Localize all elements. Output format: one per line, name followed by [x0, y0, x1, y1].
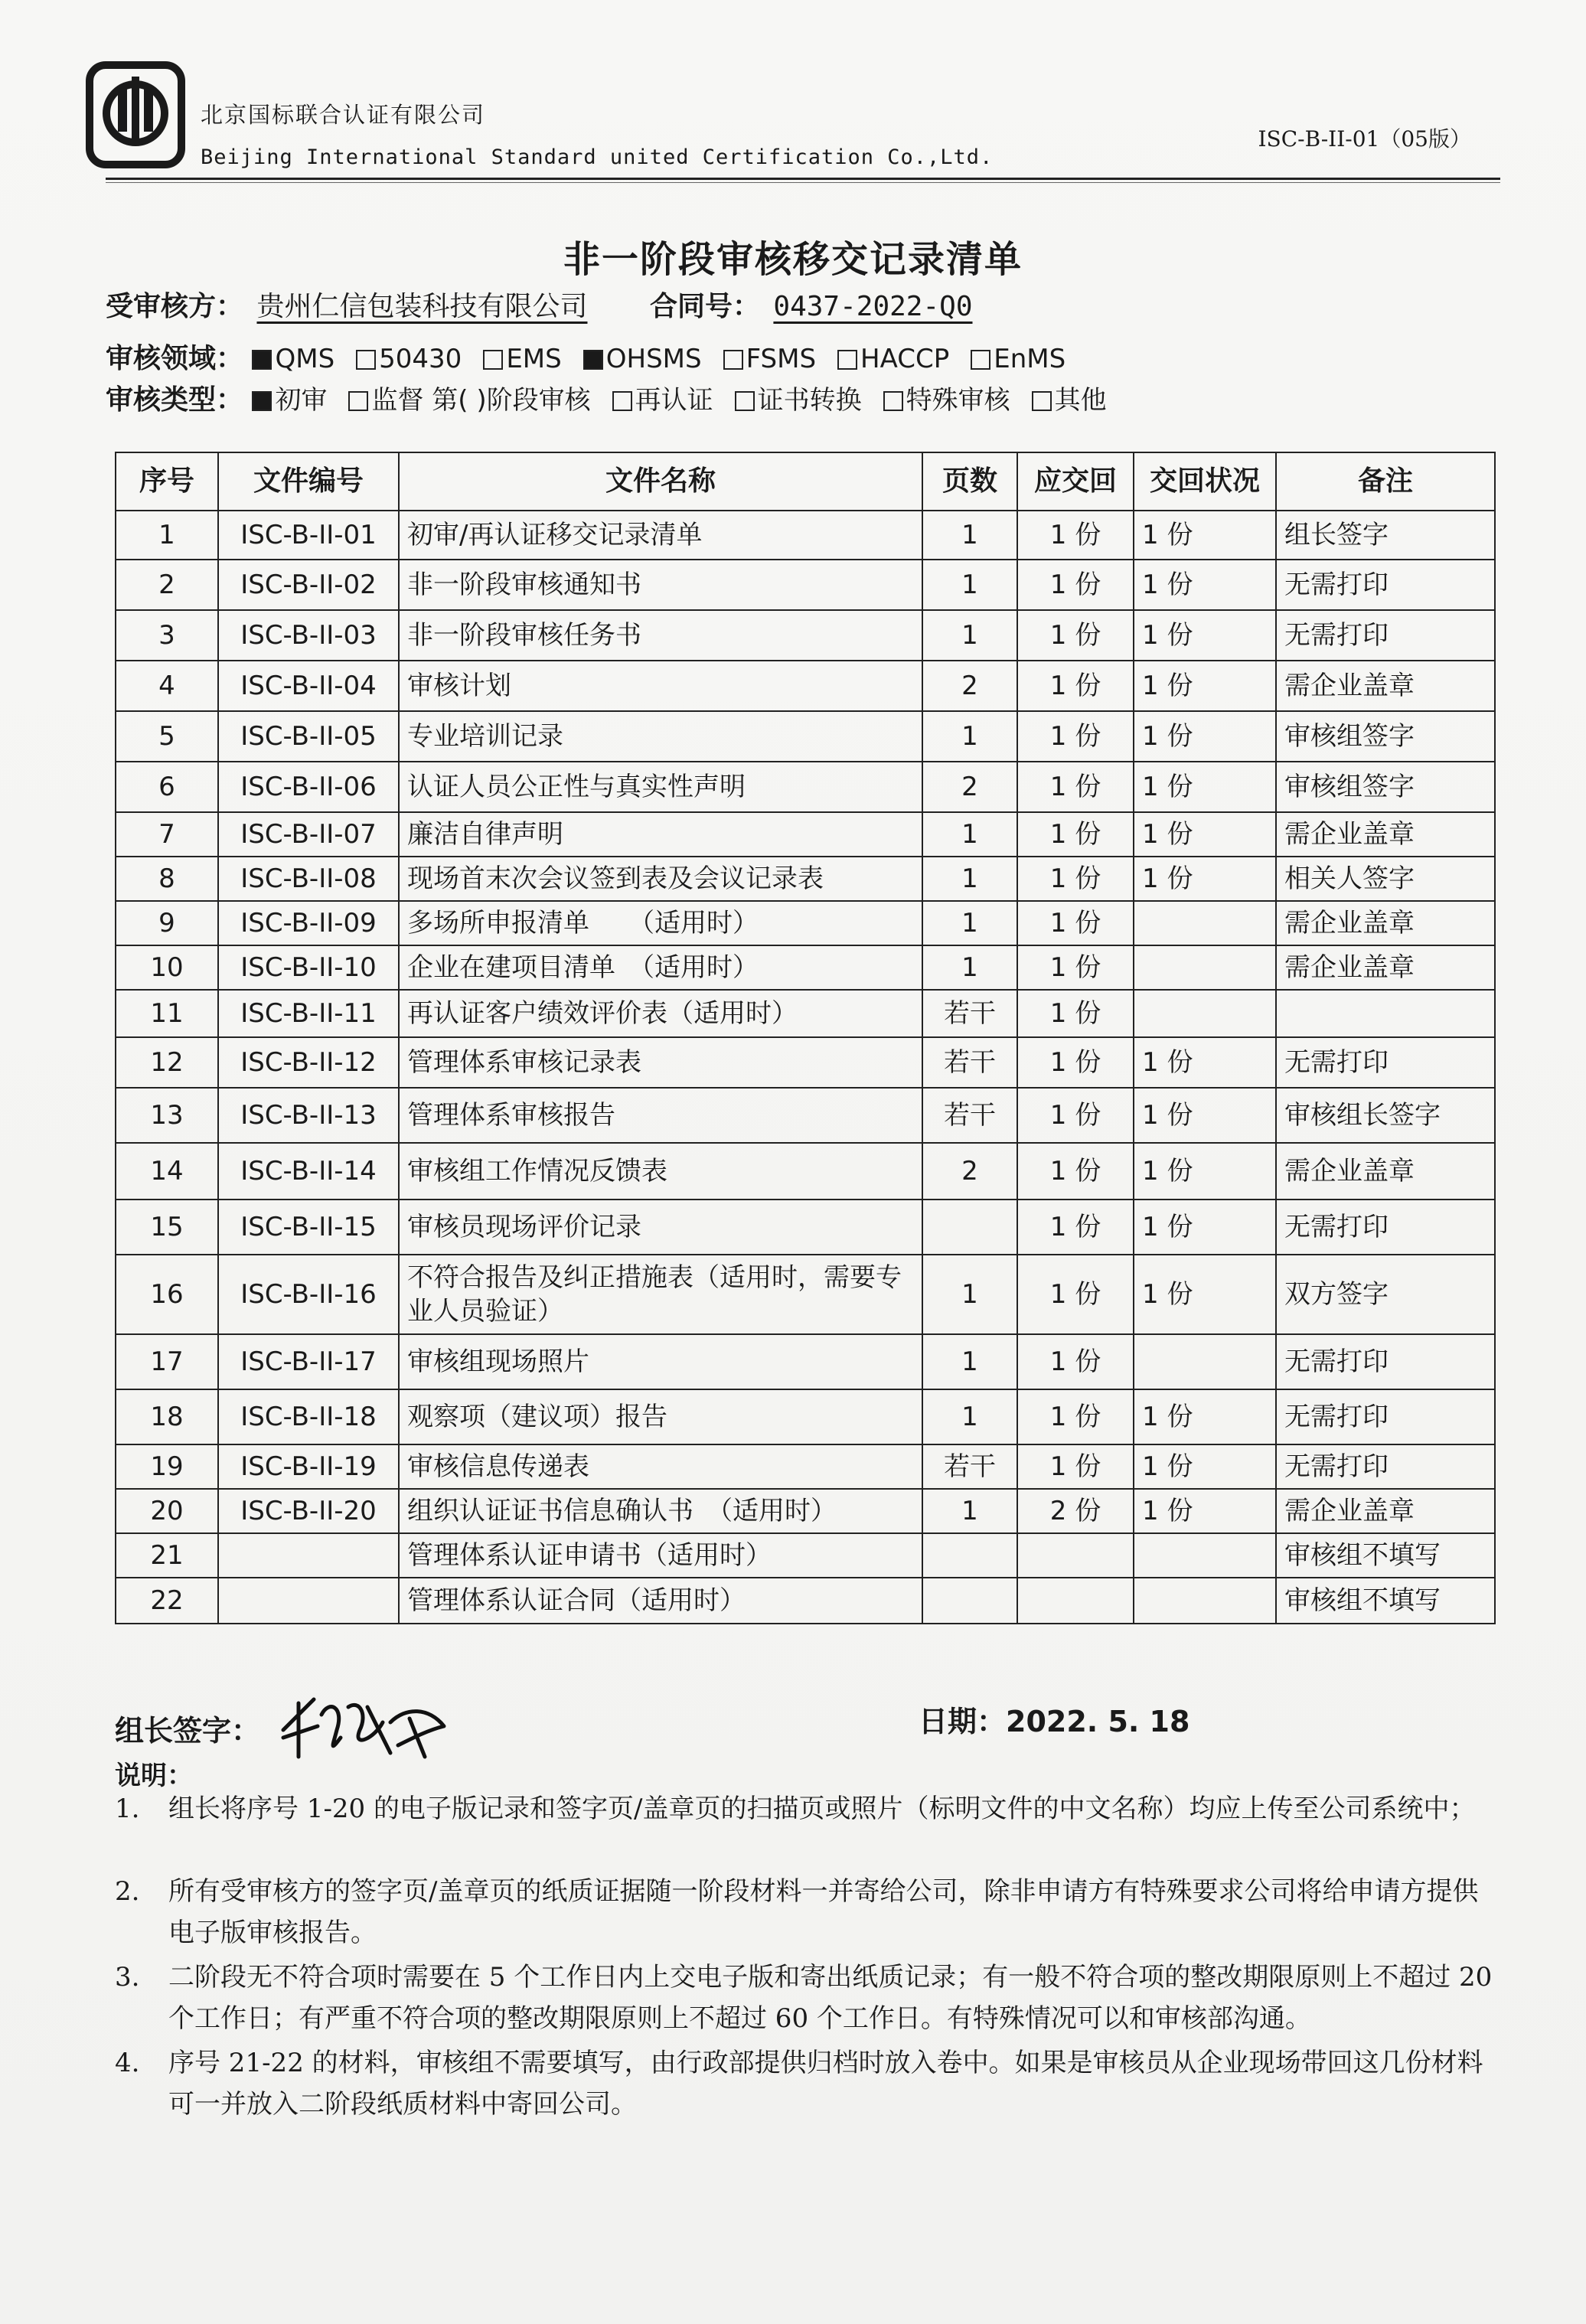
return-status-cell	[1134, 990, 1276, 1037]
file-name-cell: 多场所申报清单 （适用时）	[399, 901, 922, 945]
remarks-cell: 无需打印	[1276, 1200, 1495, 1255]
return-status-cell: 1 份	[1134, 1200, 1276, 1255]
row-number-cell: 13	[116, 1088, 218, 1143]
page-count-cell	[922, 1200, 1017, 1255]
contract-value: 0437-2022-Q0	[773, 291, 973, 322]
row-number-cell: 14	[116, 1143, 218, 1200]
audit-field-checkbox[interactable]	[837, 350, 857, 370]
file-name-cell: 审核计划	[399, 661, 922, 711]
note-number: 3.	[115, 1962, 140, 1993]
audit-field-checkbox[interactable]	[356, 350, 376, 370]
table-row	[116, 1444, 1495, 1489]
audit-field-checkbox[interactable]	[483, 350, 503, 370]
file-code-cell: ISC-B-II-16	[218, 1255, 399, 1334]
note-number: 4.	[115, 2048, 140, 2078]
page-count-cell	[922, 1578, 1017, 1624]
note-number: 2.	[115, 1876, 140, 1907]
return-status-cell: 1 份	[1134, 1389, 1276, 1444]
return-status-cell: 1 份	[1134, 610, 1276, 661]
page-count-cell: 1	[922, 945, 1017, 990]
table-row	[116, 661, 1495, 711]
file-name-cell: 企业在建项目清单 （适用时）	[399, 945, 922, 990]
file-code-cell: ISC-B-II-14	[218, 1143, 399, 1200]
file-code-cell: ISC-B-II-09	[218, 901, 399, 945]
return-status-cell: 1 份	[1134, 1444, 1276, 1489]
table-row	[116, 901, 1495, 945]
file-code-cell: ISC-B-II-20	[218, 1489, 399, 1533]
page-count-cell: 1	[922, 1334, 1017, 1389]
row-number-cell: 19	[116, 1444, 218, 1489]
remarks-cell: 审核组签字	[1276, 711, 1495, 762]
file-name-cell: 再认证客户绩效评价表（适用时）	[399, 990, 922, 1037]
note-item	[115, 2042, 1500, 2125]
table-row	[116, 610, 1495, 661]
date-value: 2022. 5. 18	[1006, 1705, 1190, 1738]
remarks-cell: 相关人签字	[1276, 857, 1495, 901]
audit-field-checkbox[interactable]	[971, 350, 990, 370]
page-count-cell: 1	[922, 812, 1017, 857]
note-text: 组长将序号 1-20 的电子版记录和签字页/盖章页的扫描页或照片（标明文件的中文名称）均应上传至公司系统中；	[168, 1794, 1476, 1824]
header-divider	[106, 178, 1500, 180]
page-count-cell: 若干	[922, 1088, 1017, 1143]
file-name-cell: 管理体系审核记录表	[399, 1037, 922, 1088]
row-number-cell: 15	[116, 1200, 218, 1255]
file-name-cell: 组织认证证书信息确认书 （适用时）	[399, 1489, 922, 1533]
column-header: 交回状况	[1134, 452, 1276, 511]
return-status-cell	[1134, 901, 1276, 945]
copies-due-cell: 1 份	[1017, 711, 1134, 762]
copies-due-cell: 1 份	[1017, 990, 1134, 1037]
copies-due-cell: 1 份	[1017, 1255, 1134, 1334]
row-number-cell: 17	[116, 1334, 218, 1389]
company-name-en: Beijing International Standard united Certification Co.,Ltd.	[201, 145, 994, 169]
file-code-cell: ISC-B-II-07	[218, 812, 399, 857]
file-code-cell: ISC-B-II-08	[218, 857, 399, 901]
audit-type-option-label: 初审	[275, 385, 328, 416]
note-item	[115, 1871, 1500, 1954]
remarks-cell: 无需打印	[1276, 610, 1495, 661]
page-count-cell: 1	[922, 1489, 1017, 1533]
copies-due-cell: 1 份	[1017, 1444, 1134, 1489]
file-code-cell: ISC-B-II-12	[218, 1037, 399, 1088]
audit-type-checkbox[interactable]	[612, 391, 632, 411]
column-header: 文件编号	[218, 452, 399, 511]
row-number-cell: 7	[116, 812, 218, 857]
page-count-cell: 若干	[922, 1037, 1017, 1088]
file-code-cell: ISC-B-II-17	[218, 1334, 399, 1389]
file-code-cell: ISC-B-II-15	[218, 1200, 399, 1255]
return-status-cell: 1 份	[1134, 1489, 1276, 1533]
row-number-cell: 8	[116, 857, 218, 901]
audit-field-option[interactable]	[837, 344, 949, 374]
return-status-cell: 1 份	[1134, 812, 1276, 857]
row-number-cell: 12	[116, 1037, 218, 1088]
copies-due-cell: 1 份	[1017, 560, 1134, 610]
audit-field-option[interactable]	[483, 344, 561, 374]
file-name-cell: 非一阶段审核通知书	[399, 560, 922, 610]
return-status-cell: 1 份	[1134, 511, 1276, 560]
remarks-cell: 需企业盖章	[1276, 945, 1495, 990]
file-name-cell: 认证人员公正性与真实性声明	[399, 762, 922, 812]
remarks-cell: 双方签字	[1276, 1255, 1495, 1334]
page-count-cell: 若干	[922, 990, 1017, 1037]
return-status-cell	[1134, 945, 1276, 990]
file-code-cell: ISC-B-II-19	[218, 1444, 399, 1489]
note-text: 二阶段无不符合项时需要在 5 个工作日内上交电子版和寄出纸质记录；有一般不符合项的整改期限原则上不超过 20 个工作日；有严重不符合项的整改期限原则上不超过 60 个工作日。有特殊情况可以和审核部沟通。	[168, 1962, 1493, 2034]
audit-field-option-label: HACCP	[860, 344, 950, 374]
audit-field-option[interactable]	[583, 344, 702, 374]
file-name-cell: 不符合报告及纠正措施表（适用时，需要专业人员验证）	[399, 1255, 922, 1334]
remarks-cell: 需企业盖章	[1276, 1143, 1495, 1200]
return-status-cell: 1 份	[1134, 1255, 1276, 1334]
file-code-cell	[218, 1533, 399, 1578]
file-code-cell: ISC-B-II-10	[218, 945, 399, 990]
row-number-cell: 22	[116, 1578, 218, 1624]
page-count-cell: 1	[922, 610, 1017, 661]
file-name-cell: 管理体系认证合同（适用时）	[399, 1578, 922, 1624]
copies-due-cell: 1 份	[1017, 1389, 1134, 1444]
copies-due-cell: 1 份	[1017, 1200, 1134, 1255]
return-status-cell: 1 份	[1134, 661, 1276, 711]
audit-type-checkbox[interactable]	[348, 391, 368, 411]
table-row	[116, 1088, 1495, 1143]
file-name-cell: 廉洁自律声明	[399, 812, 922, 857]
copies-due-cell: 1 份	[1017, 1334, 1134, 1389]
row-number-cell: 2	[116, 560, 218, 610]
file-code-cell: ISC-B-II-03	[218, 610, 399, 661]
row-number-cell: 9	[116, 901, 218, 945]
row-number-cell: 21	[116, 1533, 218, 1578]
return-status-cell	[1134, 1334, 1276, 1389]
audited-party-value: 贵州仁信包装科技有限公司	[256, 291, 588, 322]
audit-field-option-label: EMS	[506, 344, 562, 374]
row-number-cell: 10	[116, 945, 218, 990]
audited-party-label: 受审核方：	[106, 291, 244, 322]
copies-due-cell: 1 份	[1017, 857, 1134, 901]
file-name-cell: 管理体系认证申请书（适用时）	[399, 1533, 922, 1578]
page-title: 非一阶段审核移交记录清单	[563, 238, 1023, 281]
file-code-cell: ISC-B-II-06	[218, 762, 399, 812]
table-row	[116, 711, 1495, 762]
table-row	[116, 990, 1495, 1037]
audit-field-checkbox[interactable]	[252, 350, 272, 370]
audit-field-label: 审核领域：	[106, 343, 244, 374]
copies-due-cell: 1 份	[1017, 762, 1134, 812]
return-status-cell: 1 份	[1134, 1037, 1276, 1088]
remarks-cell: 审核组长签字	[1276, 1088, 1495, 1143]
audit-type-option[interactable]	[1032, 385, 1107, 416]
file-code-cell: ISC-B-II-13	[218, 1088, 399, 1143]
audit-type-checkbox[interactable]	[883, 391, 903, 411]
copies-due-cell: 1 份	[1017, 610, 1134, 661]
file-name-cell: 审核组现场照片	[399, 1334, 922, 1389]
table-row	[116, 1143, 1495, 1200]
audit-field-line	[106, 337, 1087, 376]
note-number: 1.	[115, 1794, 140, 1824]
table-row	[116, 1533, 1495, 1578]
date-line	[919, 1698, 1190, 1740]
return-status-cell	[1134, 1578, 1276, 1624]
remarks-cell: 无需打印	[1276, 1037, 1495, 1088]
page-count-cell: 若干	[922, 1444, 1017, 1489]
copies-due-cell: 1 份	[1017, 511, 1134, 560]
row-number-cell: 5	[116, 711, 218, 762]
table-row	[116, 1037, 1495, 1088]
table-row	[116, 1200, 1495, 1255]
page-count-cell	[922, 1533, 1017, 1578]
page-count-cell: 2	[922, 762, 1017, 812]
audit-type-checkbox[interactable]	[735, 391, 755, 411]
return-status-cell: 1 份	[1134, 762, 1276, 812]
audit-field-option[interactable]	[971, 344, 1065, 374]
row-number-cell: 4	[116, 661, 218, 711]
audit-type-option[interactable]	[883, 385, 1010, 416]
notes-title: 说明：	[115, 1761, 193, 1791]
return-status-cell: 1 份	[1134, 560, 1276, 610]
audit-type-option-label: 证书转换	[757, 385, 862, 416]
note-text: 所有受审核方的签字页/盖章页的纸质证据随一阶段材料一并寄给公司，除非申请方有特殊要求公司将给申请方提供电子版审核报告。	[168, 1876, 1479, 1948]
table-row	[116, 1255, 1495, 1334]
row-number-cell: 16	[116, 1255, 218, 1334]
file-name-cell: 审核员现场评价记录	[399, 1200, 922, 1255]
table-row	[116, 812, 1495, 857]
audit-type-option-label: 其他	[1054, 385, 1107, 416]
copies-due-cell	[1017, 1578, 1134, 1624]
file-code-cell: ISC-B-II-18	[218, 1389, 399, 1444]
audit-field-option[interactable]	[723, 344, 816, 374]
audit-field-option-label: EnMS	[994, 344, 1066, 374]
audited-party-line	[106, 285, 973, 324]
leader-signature	[276, 1684, 459, 1771]
table-row	[116, 560, 1495, 610]
column-header: 文件名称	[399, 452, 922, 511]
page-count-cell: 1	[922, 1389, 1017, 1444]
page-count-cell: 1	[922, 1255, 1017, 1334]
file-name-cell: 观察项（建议项）报告	[399, 1389, 922, 1444]
audit-type-option-label: 再认证	[635, 385, 713, 416]
file-name-cell: 初审/再认证移交记录清单	[399, 511, 922, 560]
table-row	[116, 857, 1495, 901]
file-code-cell: ISC-B-II-05	[218, 711, 399, 762]
column-header: 页数	[922, 452, 1017, 511]
audit-field-option-label: QMS	[275, 344, 335, 374]
file-code-cell: ISC-B-II-11	[218, 990, 399, 1037]
return-status-cell: 1 份	[1134, 1088, 1276, 1143]
remarks-cell: 组长签字	[1276, 511, 1495, 560]
table-row	[116, 1334, 1495, 1389]
row-number-cell: 11	[116, 990, 218, 1037]
file-code-cell: ISC-B-II-04	[218, 661, 399, 711]
remarks-cell	[1276, 990, 1495, 1037]
audit-type-option[interactable]	[252, 385, 327, 416]
transfer-record-table	[115, 452, 1496, 1624]
table-row	[116, 1578, 1495, 1624]
remarks-cell: 审核组不填写	[1276, 1533, 1495, 1578]
row-number-cell: 6	[116, 762, 218, 812]
row-number-cell: 1	[116, 511, 218, 560]
copies-due-cell: 1 份	[1017, 661, 1134, 711]
audit-field-option-label: OHSMS	[605, 344, 702, 374]
remarks-cell: 需企业盖章	[1276, 661, 1495, 711]
copies-due-cell: 2 份	[1017, 1489, 1134, 1533]
copies-due-cell: 1 份	[1017, 1037, 1134, 1088]
copies-due-cell: 1 份	[1017, 1088, 1134, 1143]
remarks-cell: 审核组签字	[1276, 762, 1495, 812]
audit-type-label: 审核类型：	[106, 384, 244, 416]
header-divider-thin	[106, 182, 1500, 183]
audit-field-checkbox[interactable]	[583, 350, 603, 370]
file-name-cell: 现场首末次会议签到表及会议记录表	[399, 857, 922, 901]
copies-due-cell	[1017, 1533, 1134, 1578]
page-count-cell: 1	[922, 901, 1017, 945]
audit-field-option-label: FSMS	[746, 344, 817, 374]
audit-field-option[interactable]	[356, 344, 462, 374]
copies-due-cell: 1 份	[1017, 945, 1134, 990]
file-name-cell: 专业培训记录	[399, 711, 922, 762]
date-label: 日期：	[919, 1705, 1007, 1738]
file-name-cell: 管理体系审核报告	[399, 1088, 922, 1143]
copies-due-cell: 1 份	[1017, 1143, 1134, 1200]
note-item	[115, 1957, 1500, 2039]
remarks-cell: 无需打印	[1276, 1334, 1495, 1389]
audit-type-options	[252, 384, 1127, 416]
column-header: 序号	[116, 452, 218, 511]
return-status-cell: 1 份	[1134, 711, 1276, 762]
return-status-cell: 1 份	[1134, 857, 1276, 901]
contract-label: 合同号：	[649, 291, 760, 322]
audit-type-option-label: 特殊审核	[906, 385, 1010, 416]
remarks-cell: 需企业盖章	[1276, 1489, 1495, 1533]
audit-field-checkbox[interactable]	[723, 350, 743, 370]
remarks-cell: 无需打印	[1276, 560, 1495, 610]
file-name-cell: 审核组工作情况反馈表	[399, 1143, 922, 1200]
table-body	[116, 511, 1495, 1624]
note-item	[115, 1788, 1500, 1829]
table-row	[116, 511, 1495, 560]
remarks-cell: 无需打印	[1276, 1444, 1495, 1489]
remarks-cell: 审核组不填写	[1276, 1578, 1495, 1624]
note-text: 序号 21-22 的材料，审核组不需要填写，由行政部提供归档时放入卷中。如果是审核员从企业现场带回这几份材料可一并放入二阶段纸质材料中寄回公司。	[168, 2048, 1483, 2120]
document-code: ISC-B-II-01（05版）	[1258, 126, 1471, 152]
audit-field-options	[252, 343, 1087, 374]
audit-type-checkbox[interactable]	[1032, 391, 1052, 411]
audit-type-line	[106, 378, 1128, 417]
remarks-cell: 需企业盖章	[1276, 812, 1495, 857]
file-code-cell: ISC-B-II-02	[218, 560, 399, 610]
page-count-cell: 2	[922, 1143, 1017, 1200]
copies-due-cell: 1 份	[1017, 812, 1134, 857]
file-name-cell: 非一阶段审核任务书	[399, 610, 922, 661]
audit-field-option-label: 50430	[379, 344, 462, 374]
return-status-cell: 1 份	[1134, 1143, 1276, 1200]
column-header: 应交回	[1017, 452, 1134, 511]
remarks-cell: 需企业盖章	[1276, 901, 1495, 945]
row-number-cell: 18	[116, 1389, 218, 1444]
audit-type-checkbox[interactable]	[252, 391, 272, 411]
audit-type-option[interactable]	[612, 385, 713, 416]
row-number-cell: 3	[116, 610, 218, 661]
return-status-cell	[1134, 1533, 1276, 1578]
table-row	[116, 945, 1495, 990]
audit-type-option[interactable]	[735, 385, 862, 416]
table-row	[116, 762, 1495, 812]
table-row	[116, 1489, 1495, 1533]
page-count-cell: 1	[922, 857, 1017, 901]
row-number-cell: 20	[116, 1489, 218, 1533]
audit-type-option-label: 监督 第( )阶段审核	[371, 385, 591, 416]
file-name-cell: 审核信息传递表	[399, 1444, 922, 1489]
table-header-row	[116, 452, 1495, 511]
page-count-cell: 1	[922, 560, 1017, 610]
page-count-cell: 1	[922, 711, 1017, 762]
audit-field-option[interactable]	[252, 344, 334, 374]
page-count-cell: 1	[922, 511, 1017, 560]
page-count-cell: 2	[922, 661, 1017, 711]
audit-type-option[interactable]	[348, 385, 590, 416]
company-logo-icon	[86, 61, 185, 168]
leader-signature-label: 组长签字：	[115, 1714, 261, 1748]
company-name-cn: 北京国标联合认证有限公司	[201, 102, 486, 128]
file-code-cell	[218, 1578, 399, 1624]
remarks-cell: 无需打印	[1276, 1389, 1495, 1444]
file-code-cell: ISC-B-II-01	[218, 511, 399, 560]
table-row	[116, 1389, 1495, 1444]
column-header: 备注	[1276, 452, 1495, 511]
copies-due-cell: 1 份	[1017, 901, 1134, 945]
